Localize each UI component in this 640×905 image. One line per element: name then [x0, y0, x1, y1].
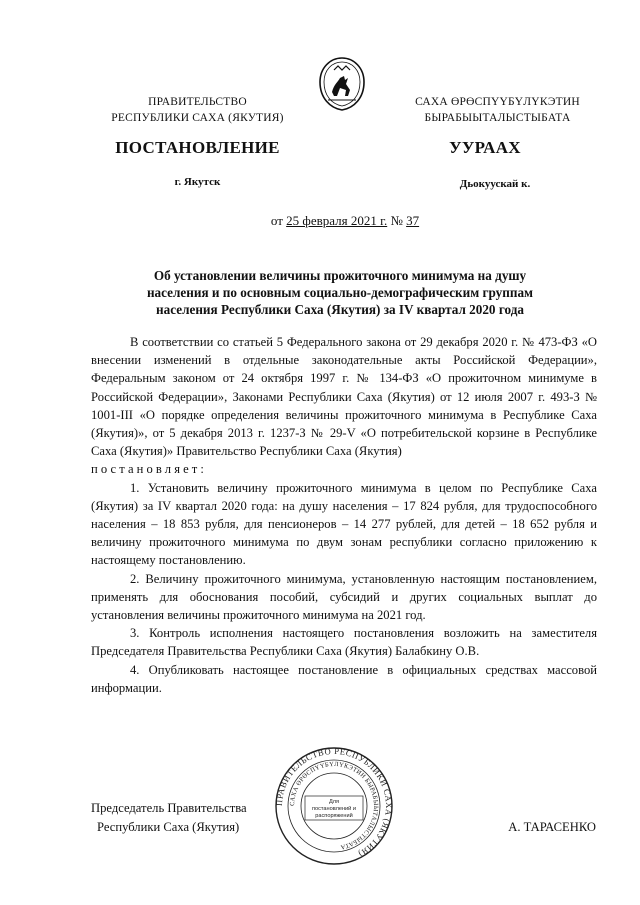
document-body	[91, 333, 597, 697]
date-prefix: от	[270, 213, 287, 228]
stamp-inner-text: САХА ӨРӨСПҮҮБҮЛҮКЭТИН БЫРАБЫЫТАЛЫСТЫБАТА	[288, 760, 380, 851]
title-line-2: населения и по основным социально-демографическим группам	[146, 285, 534, 300]
government-name-sah-line2: БЫРАБЫЫТАЛЫСТЫБАТА	[424, 112, 571, 124]
government-name-sah-line1: САХА ӨРӨСПҮҮБҮЛҮКЭТИН	[415, 96, 580, 108]
city-sah: Дьокуускай к.	[459, 178, 531, 190]
signatory-position	[91, 799, 291, 837]
document-number: 37	[406, 213, 420, 228]
government-name-ru-line1: ПРАВИТЕЛЬСТВО	[148, 96, 247, 108]
number-prefix: №	[387, 213, 407, 228]
doc-type-ru: ПОСТАНОВЛЕНИЕ	[115, 138, 280, 157]
document-title	[90, 267, 590, 318]
item-4-paragraph: 4. Опубликовать настоящее постановление в официальных средствах массовой информации.	[91, 662, 597, 695]
official-seal-stamp	[274, 746, 394, 866]
government-name-ru-line2: РЕСПУБЛИКИ САХА (ЯКУТИЯ)	[111, 112, 284, 124]
item-3-paragraph: 3. Контроль исполнения настоящего постановления возложить на заместителя Председателя Правительства Республики Саха (Якутия) Балабкину О.В.	[91, 626, 597, 659]
stamp-center-line-2: постановлений и	[312, 806, 356, 812]
title-line-1: Об установлении величины прожиточного минимума на душу	[153, 268, 527, 283]
date-line	[100, 213, 590, 229]
position-line-2: Республики Саха (Якутия)	[97, 820, 240, 834]
item-1-paragraph: 1. Установить величину прожиточного минимума в целом по Республике Саха (Якутия) за IV квартал 2020 года: на душу населения – 17 824 рубля, для трудоспособного населения – 18 853 рубля, для пенсионеров – 14 277 рублей, для детей – 18 652 рубля и величину прожиточного минимума по двум зонам республики согласно приложению к настоящему постановлению.	[91, 480, 597, 568]
signatory-name: А. ТАРАСЕНКО	[508, 820, 596, 834]
coat-of-arms-emblem	[318, 56, 366, 112]
item-2-paragraph: 2. Величину прожиточного минимума, установленную настоящим постановлением, применять для обоснования пособий, субсидий и других социальных выплат до установления величины прожиточного минимума на 2021 год.	[91, 571, 597, 623]
decree-word: постановляет:	[91, 462, 207, 477]
stamp-center-line-3: распоряжений	[315, 813, 353, 819]
title-line-3: населения Республики Саха (Якутия) за IV квартал 2020 года	[156, 302, 524, 317]
position-line-1: Председатель Правительства	[91, 801, 247, 815]
document-date: 25 февраля 2021 г.	[286, 213, 388, 228]
city-ru: г. Якутск	[174, 176, 221, 188]
stamp-outer-text: ПРАВИТЕЛЬСТВО РЕСПУБЛИКИ САХА (ЯКУТИЯ)	[274, 746, 394, 860]
doc-type-sah: УУРААХ	[449, 138, 521, 157]
stamp-center-line-1: Для	[328, 799, 340, 805]
preamble-paragraph: В соответствии со статьей 5 Федерального закона от 29 декабря 2020 г. № 473-ФЗ «О внесении изменений в отдельные законодательные акты Российской Федерации», Федеральным законом от 24 октября 1997 г. № 134-ФЗ «О прожиточном минимуме в Российской Федерации», Законами Республики Саха (Якутия) от 12 июля 2007 г. 493-З № 1001-III «О порядке определения величины прожиточного минимума в Республике Саха (Якутия)», от 5 декабря 2013 г. 1237-З № 29-V «О потребительской корзине в Республике Саха (Якутия)» Правительство Республики Саха (Якутия)	[91, 335, 597, 459]
